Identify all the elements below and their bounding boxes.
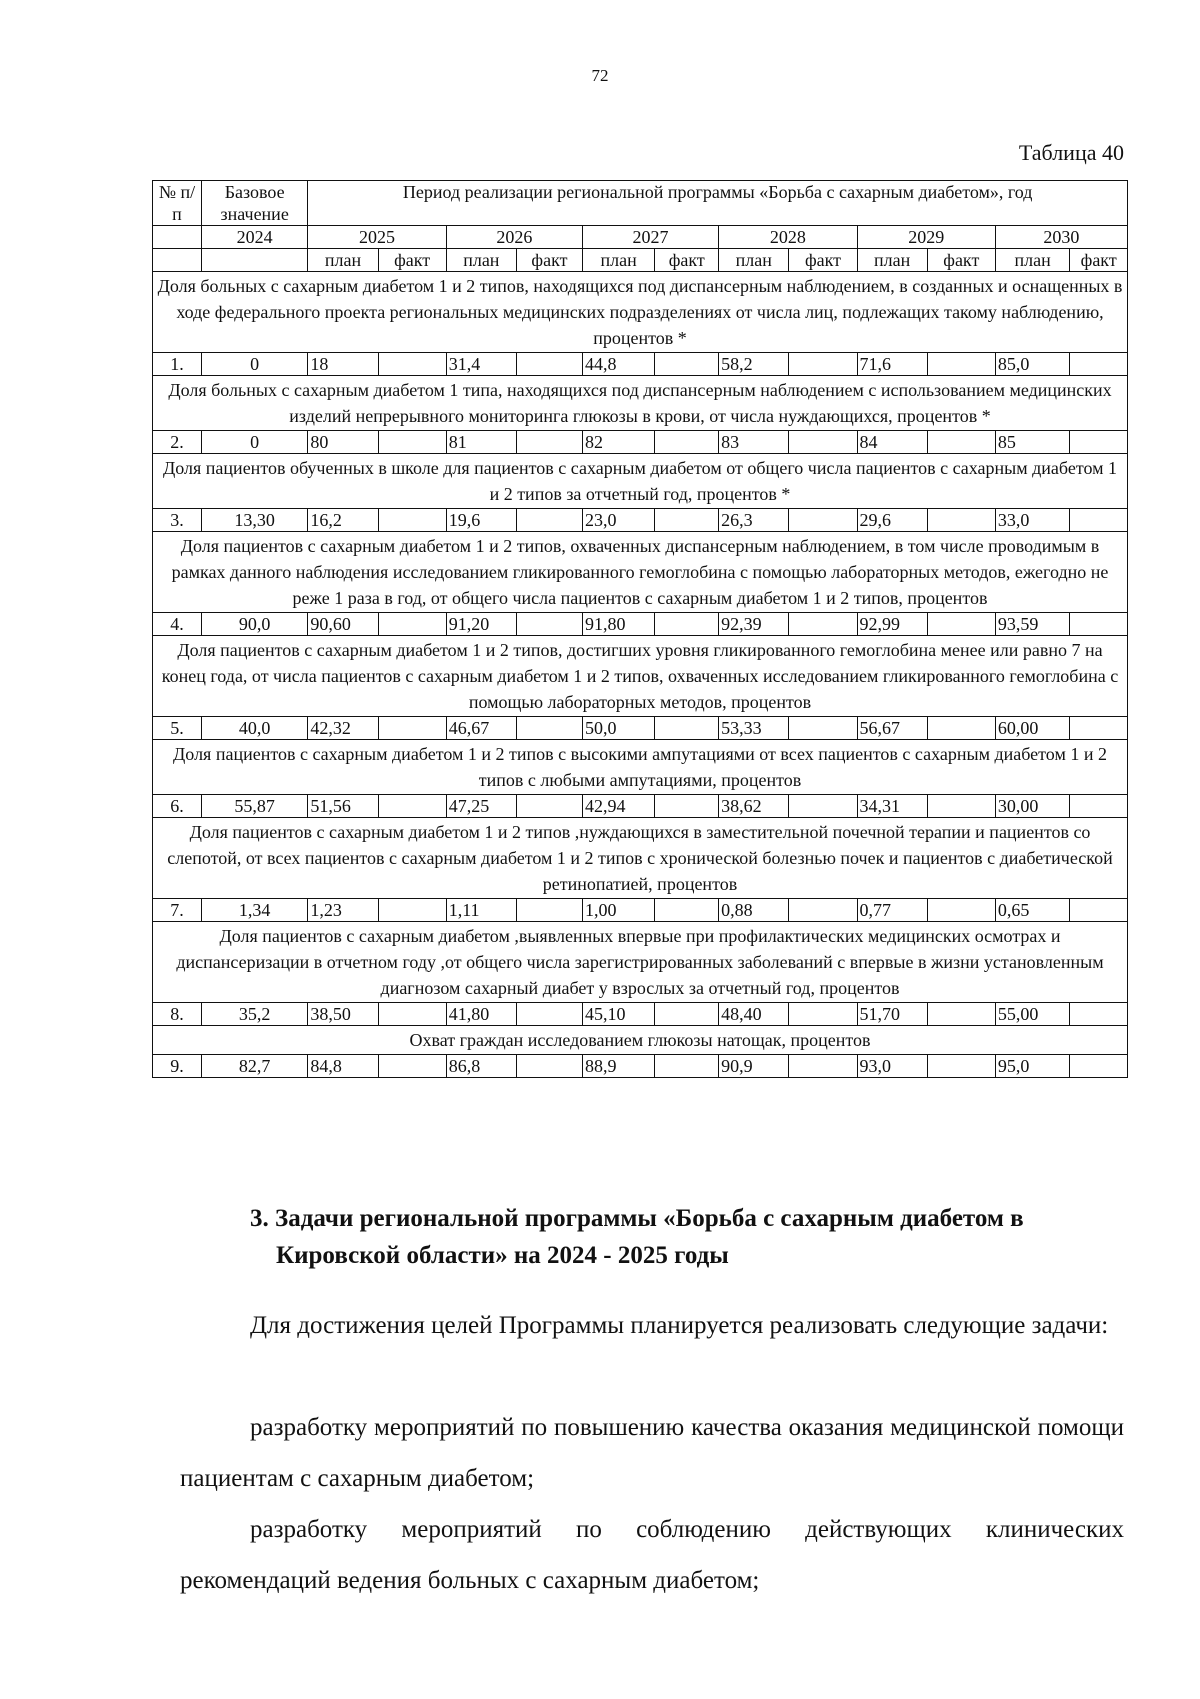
indicator-description-row <box>153 818 1128 899</box>
indicator-description: Доля пациентов с сахарным диабетом 1 и 2 типов с высокими ампутациями от всех пациентов с сахарным диабетом 1 и 2 типов с любыми ампутациями, процентов <box>153 740 1128 795</box>
plan-value: 29,6 <box>857 509 927 532</box>
plan-value: 58,2 <box>719 353 789 376</box>
fact-value <box>1070 1055 1128 1078</box>
indicator-description-row <box>153 1026 1128 1055</box>
indicator-description-row <box>153 272 1128 353</box>
indicator-description-row <box>153 376 1128 431</box>
indicator-values-row <box>153 1003 1128 1026</box>
fact-value <box>789 899 857 922</box>
header-row-labels <box>153 181 1128 226</box>
plan-value: 85,0 <box>995 353 1070 376</box>
plan-value: 80 <box>308 431 378 454</box>
base-value: 55,87 <box>201 795 307 818</box>
plan-value: 95,0 <box>995 1055 1070 1078</box>
fact-value <box>1070 717 1128 740</box>
plan-value: 91,20 <box>446 613 516 636</box>
header-base: Базовое значение <box>201 181 307 226</box>
plan-value: 33,0 <box>995 509 1070 532</box>
plan-value: 46,67 <box>446 717 516 740</box>
header-num: № п/п <box>153 181 202 226</box>
plan-value: 93,0 <box>857 1055 927 1078</box>
fact-value <box>789 613 857 636</box>
fact-value <box>378 1003 446 1026</box>
plan-value: 18 <box>308 353 378 376</box>
fact-value <box>655 899 719 922</box>
fact-value <box>789 1055 857 1078</box>
fact-value <box>655 431 719 454</box>
fact-value <box>516 509 582 532</box>
fact-value <box>927 899 995 922</box>
plan-value: 90,60 <box>308 613 378 636</box>
header-year: 2028 <box>719 226 857 249</box>
plan-value: 1,23 <box>308 899 378 922</box>
fact-value <box>789 431 857 454</box>
plan-value: 16,2 <box>308 509 378 532</box>
plan-value: 53,33 <box>719 717 789 740</box>
fact-value <box>655 353 719 376</box>
fact-value <box>927 353 995 376</box>
header-empty <box>153 226 202 249</box>
fact-value <box>378 717 446 740</box>
indicator-values-row <box>153 1055 1128 1078</box>
header-plan: план <box>857 249 927 272</box>
plan-value: 51,70 <box>857 1003 927 1026</box>
fact-value <box>1070 613 1128 636</box>
fact-value <box>1070 509 1128 532</box>
indicator-number: 7. <box>153 899 202 922</box>
base-value: 0 <box>201 353 307 376</box>
fact-value <box>516 717 582 740</box>
indicator-number: 6. <box>153 795 202 818</box>
paragraph: разработку мероприятий по соблюдению действующих клинических рекомендаций ведения больных с сахарным диабетом; <box>180 1516 1124 1594</box>
plan-value: 84,8 <box>308 1055 378 1078</box>
indicator-values-row <box>153 353 1128 376</box>
plan-value: 42,32 <box>308 717 378 740</box>
header-fact: факт <box>789 249 857 272</box>
plan-value: 1,11 <box>446 899 516 922</box>
plan-value: 47,25 <box>446 795 516 818</box>
fact-value <box>378 899 446 922</box>
plan-value: 56,67 <box>857 717 927 740</box>
header-empty <box>153 249 202 272</box>
plan-value: 92,39 <box>719 613 789 636</box>
fact-value <box>378 353 446 376</box>
indicator-values-row <box>153 899 1128 922</box>
header-plan: план <box>582 249 654 272</box>
header-fact: факт <box>655 249 719 272</box>
plan-value: 23,0 <box>582 509 654 532</box>
fact-value <box>1070 1003 1128 1026</box>
table-caption: Таблица 40 <box>1018 140 1124 165</box>
base-value: 40,0 <box>201 717 307 740</box>
fact-value <box>655 717 719 740</box>
header-year: 2030 <box>995 226 1127 249</box>
fact-value <box>789 1003 857 1026</box>
indicator-description-row <box>153 922 1128 1003</box>
fact-value <box>655 509 719 532</box>
fact-value <box>1070 431 1128 454</box>
indicator-number: 4. <box>153 613 202 636</box>
plan-value: 91,80 <box>582 613 654 636</box>
plan-value: 0,65 <box>995 899 1070 922</box>
header-row-plan-fact <box>153 249 1128 272</box>
plan-value: 50,0 <box>582 717 654 740</box>
header-plan: план <box>446 249 516 272</box>
page-number: 72 <box>591 66 609 85</box>
base-value: 90,0 <box>201 613 307 636</box>
fact-value <box>516 795 582 818</box>
fact-value <box>789 509 857 532</box>
plan-value: 1,00 <box>582 899 654 922</box>
plan-value: 86,8 <box>446 1055 516 1078</box>
header-plan: план <box>308 249 378 272</box>
plan-value: 93,59 <box>995 613 1070 636</box>
indicator-values-row <box>153 613 1128 636</box>
plan-value: 81 <box>446 431 516 454</box>
indicator-number: 8. <box>153 1003 202 1026</box>
header-fact: факт <box>1070 249 1128 272</box>
plan-value: 90,9 <box>719 1055 789 1078</box>
header-year: 2029 <box>857 226 995 249</box>
indicator-values-row <box>153 509 1128 532</box>
fact-value <box>927 717 995 740</box>
plan-value: 0,88 <box>719 899 789 922</box>
fact-value <box>1070 795 1128 818</box>
fact-value <box>927 1055 995 1078</box>
indicator-description: Доля больных с сахарным диабетом 1 и 2 типов, находящихся под диспансерным наблюдением, в созданных и оснащенных в ходе федерального проекта региональных медицинских подразделениях от числа лиц, подлежащих такому наблюдению, процентов * <box>153 272 1128 353</box>
paragraph: Для достижения целей Программы планируется реализовать следующие задачи: <box>250 1312 1109 1339</box>
plan-value: 88,9 <box>582 1055 654 1078</box>
fact-value <box>655 613 719 636</box>
header-row-years <box>153 226 1128 249</box>
fact-value <box>927 795 995 818</box>
base-value: 82,7 <box>201 1055 307 1078</box>
indicator-values-row <box>153 795 1128 818</box>
plan-value: 85 <box>995 431 1070 454</box>
paragraph: разработку мероприятий по повышению качества оказания медицинской помощи пациентам с сахарным диабетом; <box>180 1414 1124 1492</box>
fact-value <box>927 1003 995 1026</box>
plan-value: 60,00 <box>995 717 1070 740</box>
plan-value: 71,6 <box>857 353 927 376</box>
fact-value <box>1070 899 1128 922</box>
plan-value: 34,31 <box>857 795 927 818</box>
plan-value: 38,50 <box>308 1003 378 1026</box>
fact-value <box>927 613 995 636</box>
header-year: 2025 <box>308 226 446 249</box>
plan-value: 30,00 <box>995 795 1070 818</box>
indicator-number: 2. <box>153 431 202 454</box>
plan-value: 84 <box>857 431 927 454</box>
plan-value: 48,40 <box>719 1003 789 1026</box>
plan-value: 83 <box>719 431 789 454</box>
plan-value: 42,94 <box>582 795 654 818</box>
header-fact: факт <box>927 249 995 272</box>
fact-value <box>927 431 995 454</box>
indicator-description: Охват граждан исследованием глюкозы натощак, процентов <box>153 1026 1128 1055</box>
plan-value: 38,62 <box>719 795 789 818</box>
fact-value <box>1070 353 1128 376</box>
plan-value: 44,8 <box>582 353 654 376</box>
base-value: 13,30 <box>201 509 307 532</box>
header-period: Период реализации региональной программы «Борьба с сахарным диабетом», год <box>308 181 1128 226</box>
fact-value <box>378 509 446 532</box>
indicator-description: Доля пациентов с сахарным диабетом 1 и 2 типов, достигших уровня гликированного гемоглобина менее или равно 7 на конец года, от числа пациентов с сахарным диабетом 1 и 2 типов, охваченных исследованием гликированного гемоглобина с помощью лабораторных методов, процентов <box>153 636 1128 717</box>
indicator-description: Доля пациентов с сахарным диабетом 1 и 2 типов, охваченных диспансерным наблюдением, в том числе проводимым в рамках данного наблюдения исследованием гликированного гемоглобина с помощью лабораторных методов, ежегодно не реже 1 раза в год, от общего числа пациентов с сахарным диабетом 1 и 2 типов, процентов <box>153 532 1128 613</box>
header-year: 2027 <box>582 226 718 249</box>
fact-value <box>789 795 857 818</box>
plan-value: 92,99 <box>857 613 927 636</box>
fact-value <box>789 717 857 740</box>
plan-value: 31,4 <box>446 353 516 376</box>
fact-value <box>516 353 582 376</box>
base-value: 1,34 <box>201 899 307 922</box>
plan-value: 0,77 <box>857 899 927 922</box>
fact-value <box>516 1055 582 1078</box>
indicator-description: Доля пациентов обученных в школе для пациентов с сахарным диабетом от общего числа пациентов с сахарным диабетом 1 и 2 типов за отчетный год, процентов * <box>153 454 1128 509</box>
fact-value <box>516 431 582 454</box>
fact-value <box>516 899 582 922</box>
base-value: 0 <box>201 431 307 454</box>
indicator-number: 9. <box>153 1055 202 1078</box>
fact-value <box>378 613 446 636</box>
header-base-year: 2024 <box>201 226 307 249</box>
fact-value <box>378 431 446 454</box>
plan-value: 26,3 <box>719 509 789 532</box>
plan-value: 55,00 <box>995 1003 1070 1026</box>
fact-value <box>655 1003 719 1026</box>
fact-value <box>378 1055 446 1078</box>
header-plan: план <box>995 249 1070 272</box>
fact-value <box>655 1055 719 1078</box>
plan-value: 45,10 <box>582 1003 654 1026</box>
base-value: 35,2 <box>201 1003 307 1026</box>
header-fact: факт <box>516 249 582 272</box>
plan-value: 51,56 <box>308 795 378 818</box>
indicator-description-row <box>153 532 1128 613</box>
indicator-description-row <box>153 454 1128 509</box>
header-year: 2026 <box>446 226 582 249</box>
indicator-values-row <box>153 431 1128 454</box>
fact-value <box>516 613 582 636</box>
header-plan: план <box>719 249 789 272</box>
indicator-description-row <box>153 740 1128 795</box>
header-empty <box>201 249 307 272</box>
indicator-number: 1. <box>153 353 202 376</box>
header-fact: факт <box>378 249 446 272</box>
indicator-number: 3. <box>153 509 202 532</box>
plan-value: 19,6 <box>446 509 516 532</box>
indicators-table <box>152 180 1128 1078</box>
indicator-description: Доля больных с сахарным диабетом 1 типа, находящихся под диспансерным наблюдением с использованием медицинских изделий непрерывного мониторинга глюкозы в крови, от числа нуждающихся, процентов * <box>153 376 1128 431</box>
section-heading: 3. Задачи региональной программы «Борьба с сахарным диабетом в Кировской области» на 2024 - 2025 годы <box>250 1205 1024 1269</box>
fact-value <box>378 795 446 818</box>
indicator-description: Доля пациентов с сахарным диабетом ,выявленных впервые при профилактических медицинских осмотрах и диспансеризации в отчетном году ,от общего числа зарегистрированных заболеваний с впервые в жизни установленным диагнозом сахарный диабет у взрослых за отчетный год, процентов <box>153 922 1128 1003</box>
indicator-description: Доля пациентов с сахарным диабетом 1 и 2 типов ,нуждающихся в заместительной почечной терапии и пациентов со слепотой, от всех пациентов с сахарным диабетом 1 и 2 типов с хронической болезнью почек и пациентов с диабетической ретинопатией, процентов <box>153 818 1128 899</box>
plan-value: 82 <box>582 431 654 454</box>
fact-value <box>655 795 719 818</box>
fact-value <box>927 509 995 532</box>
indicator-description-row <box>153 636 1128 717</box>
plan-value: 41,80 <box>446 1003 516 1026</box>
fact-value <box>789 353 857 376</box>
indicator-values-row <box>153 717 1128 740</box>
fact-value <box>516 1003 582 1026</box>
indicator-number: 5. <box>153 717 202 740</box>
